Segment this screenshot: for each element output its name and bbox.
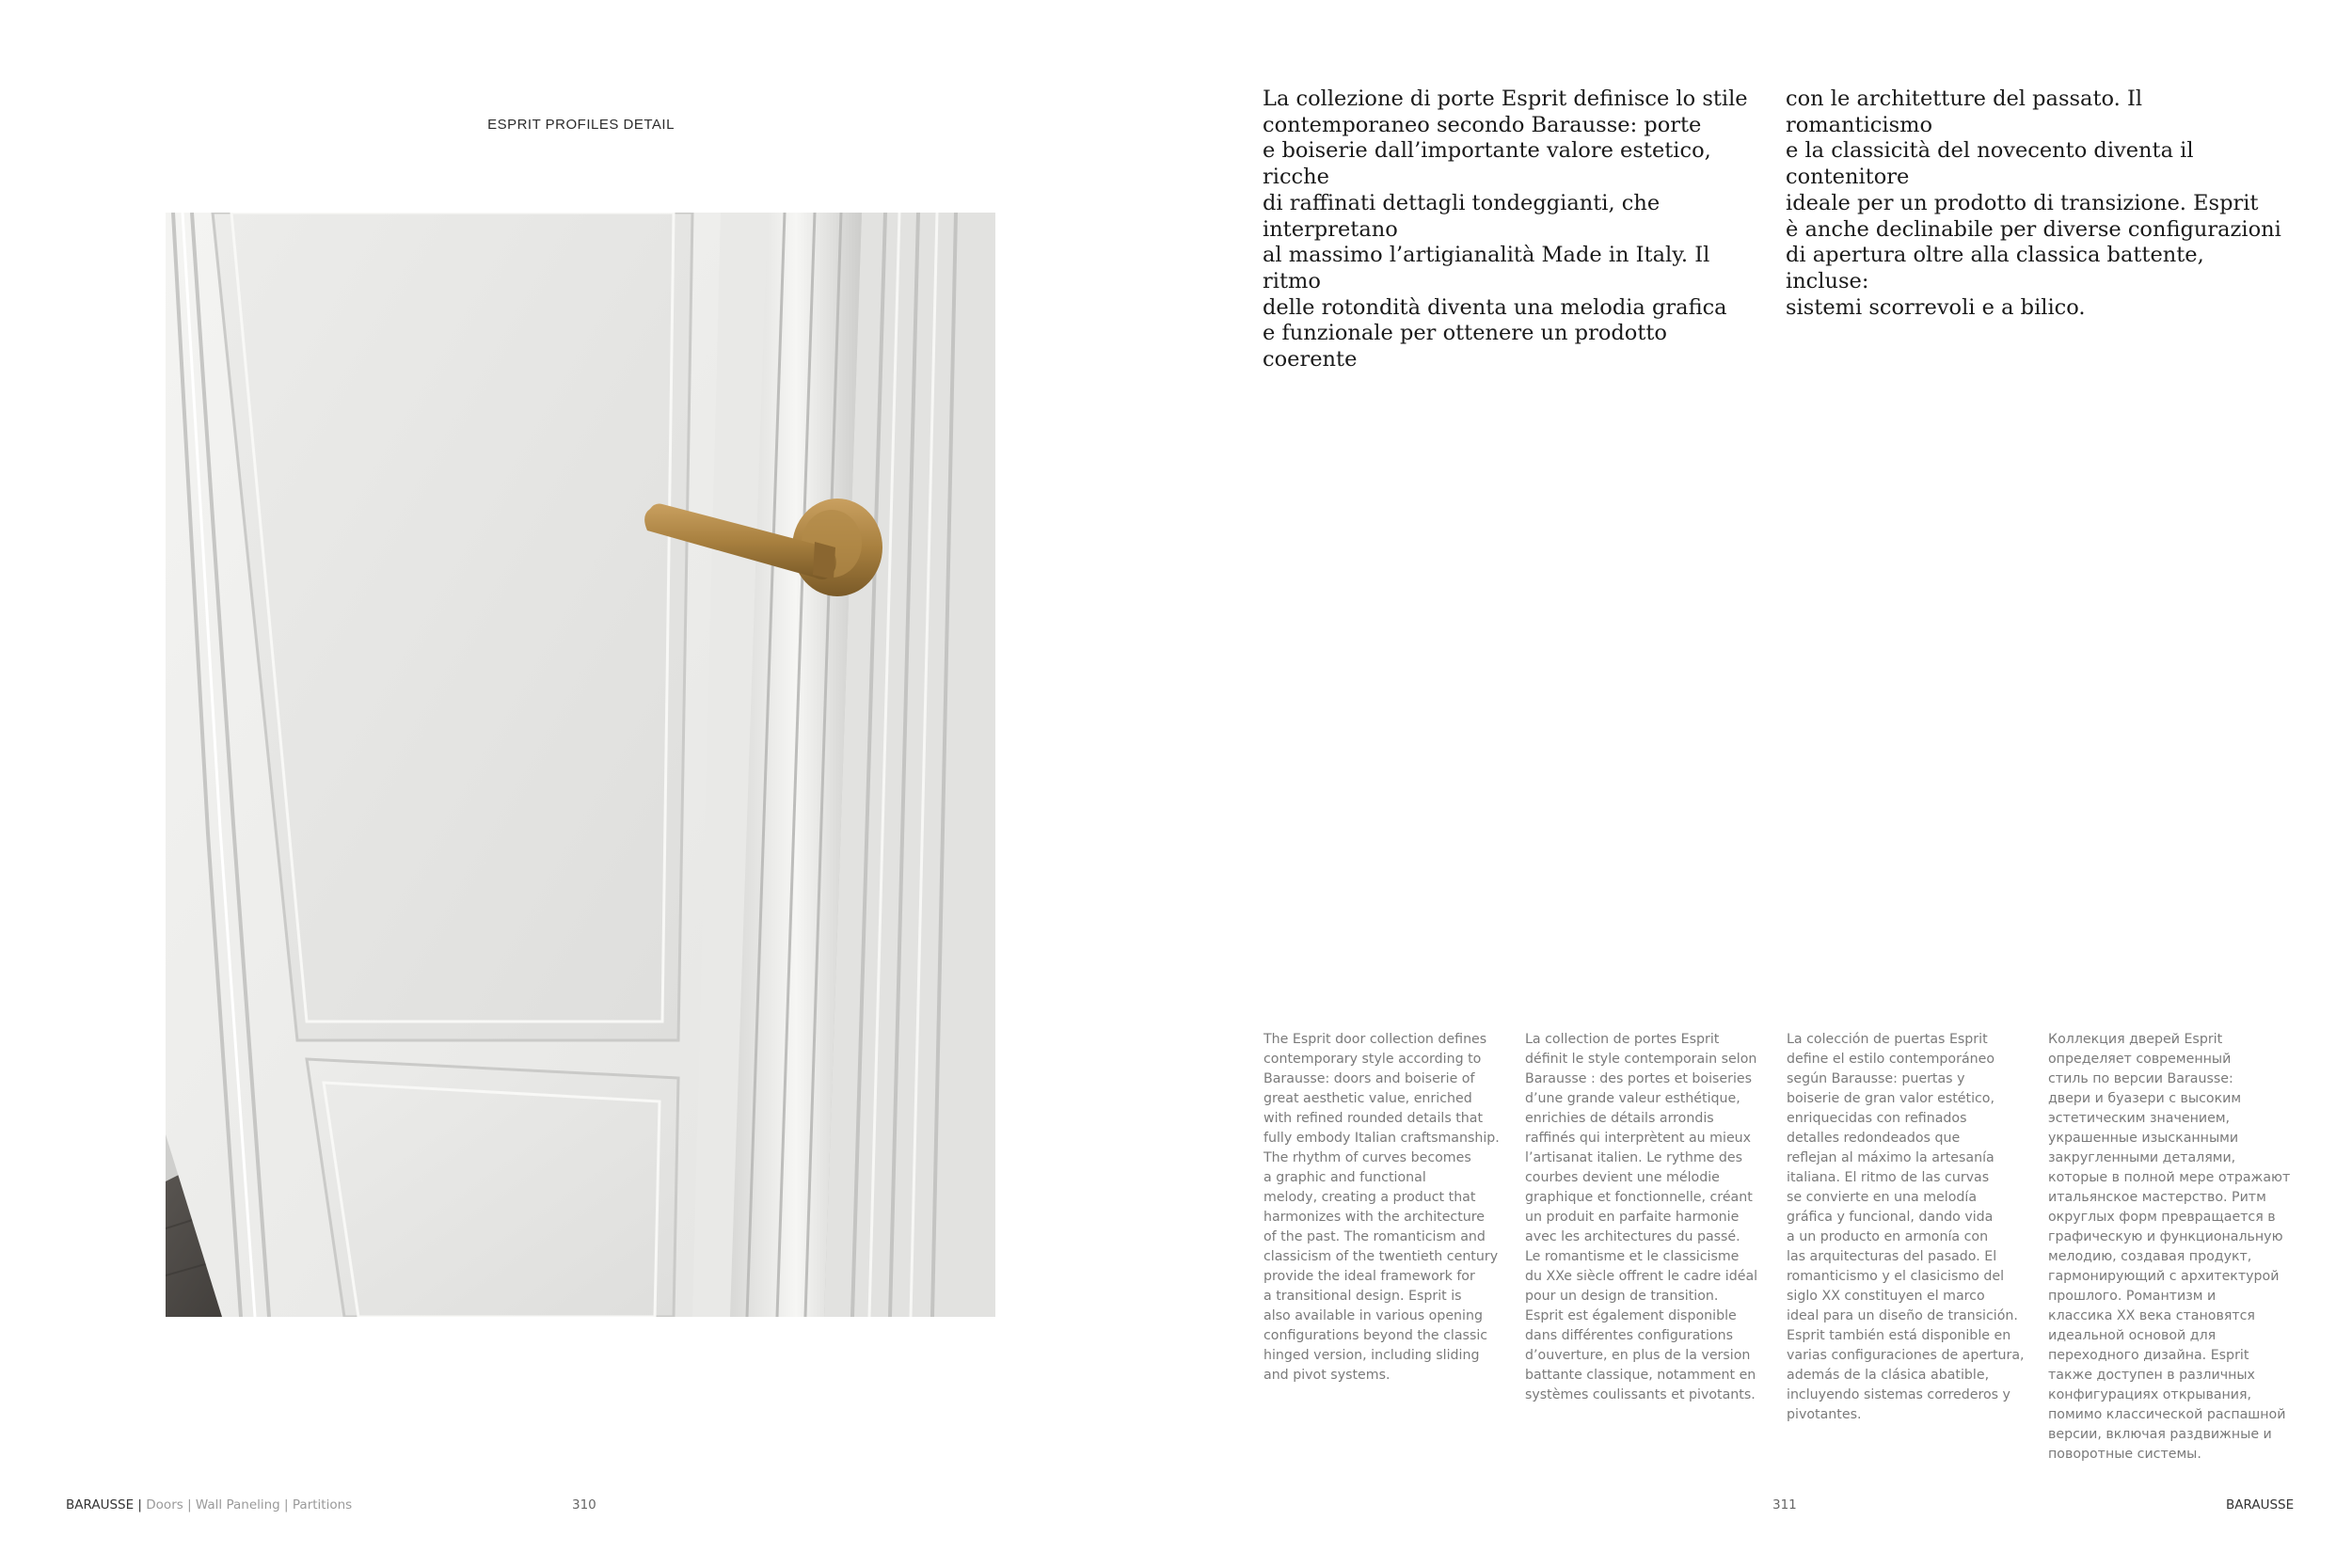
footer-left [66,1497,352,1513]
translation-russian: Коллекция дверей Esprit определяет современный стиль по версии Barausse: двери и буазери с высоким эстетическим значением, украшенные изысканными закругленными деталями, которые в полной мере отражают итальянское мастерство. Ритм округлых форм превращается в графическую и функциональную мелодию, создавая продукт, гармонирующий с архитектурой прошлого. Романтизм и классика XX века становятся идеальной основой для переходного дизайна. Esprit также доступен в различных конфигурациях открывания, помимо классической распашной версии, включая раздвижные и поворотные системы. [2048,1032,2291,1462]
footer-subtitle: Doors | Wall Paneling | Partitions [146,1497,353,1513]
door-photo [166,213,995,1317]
page-number-right: 311 [1772,1497,1797,1513]
translation-french: La collection de portes Esprit définit le style contemporain selon Barausse : des portes et boiseries d’une grande valeur esthétique, enrichies de détails arrondis raffinés qui interprètent au mieux l’artisanat italien. Le rythme des courbes devient une mélodie graphique et fonctionnelle, créant un produit en parfaite harmonie avec les architectures du passé. Le romantisme et le classicisme du XXe siècle offrent le cadre idéal pour un design de transition. Esprit est également disponible dans différentes configurations d’ouverture, en plus de la version battante classique, notamment en systèmes coulissants et pivotants. [1525,1032,1758,1402]
section-label: ESPRIT PROFILES DETAIL [487,117,675,133]
footer-separator: | [137,1497,142,1513]
translation-spanish: La colección de puertas Esprit define el estilo contemporáneo según Barausse: puertas y boiserie de gran valor estético, enriquecidas con refinados detalles redondeados que reflejan al máximo la artesanía italiana. El ritmo de las curvas se convierte en una melodía gráfica y funcional, dando vida a un producto en armonía con las arquitecturas del pasado. El romanticismo y el clasicismo del siglo XX constituyen el marco ideal para un diseño de transición. Esprit también está disponible en varias configuraciones de apertura, además de la clásica abatible, incluyendo sistemas correderos y pivotantes. [1787,1032,2025,1422]
translation-english: The Esprit door collection defines contemporary style according to Barausse: doors and boiserie of great aesthetic value, enriched with refined rounded details that fully embody Italian craftsmanship. The rhythm of curves becomes a graphic and functional melody, creating a product that harmonizes with the architecture of the past. The romanticism and classicism of the twentieth century provide the ideal framework for a transitional design. Esprit is also available in various opening configurations beyond the classic hinged version, including sliding and pivot systems. [1263,1032,1500,1383]
footer-brand: BARAUSSE [66,1497,135,1513]
footer-brand-right: BARAUSSE [2226,1497,2295,1513]
intro-text-column-2: con le architetture del passato. Il romanticismo e la classicità del novecento diventa il contenitore ideale per un prodotto di transizione. Esprit è anche declinabile per diverse configurazioni di apertura oltre alla classica battente, incluse: sistemi scorrevoli e a bilico. [1786,87,2281,320]
page-number-left: 310 [572,1497,596,1513]
intro-text-column-1: La collezione di porte Esprit definisce lo stile contemporaneo secondo Barausse: porte e boiserie dall’importante valore estetico, ricche di raffinati dettagli tondeggianti, che interpretano al massimo l’artigianalità Made in Italy. Il ritmo delle rotondità diventa una melodia grafica e funzionale per ottenere un prodotto coerente [1263,87,1748,372]
